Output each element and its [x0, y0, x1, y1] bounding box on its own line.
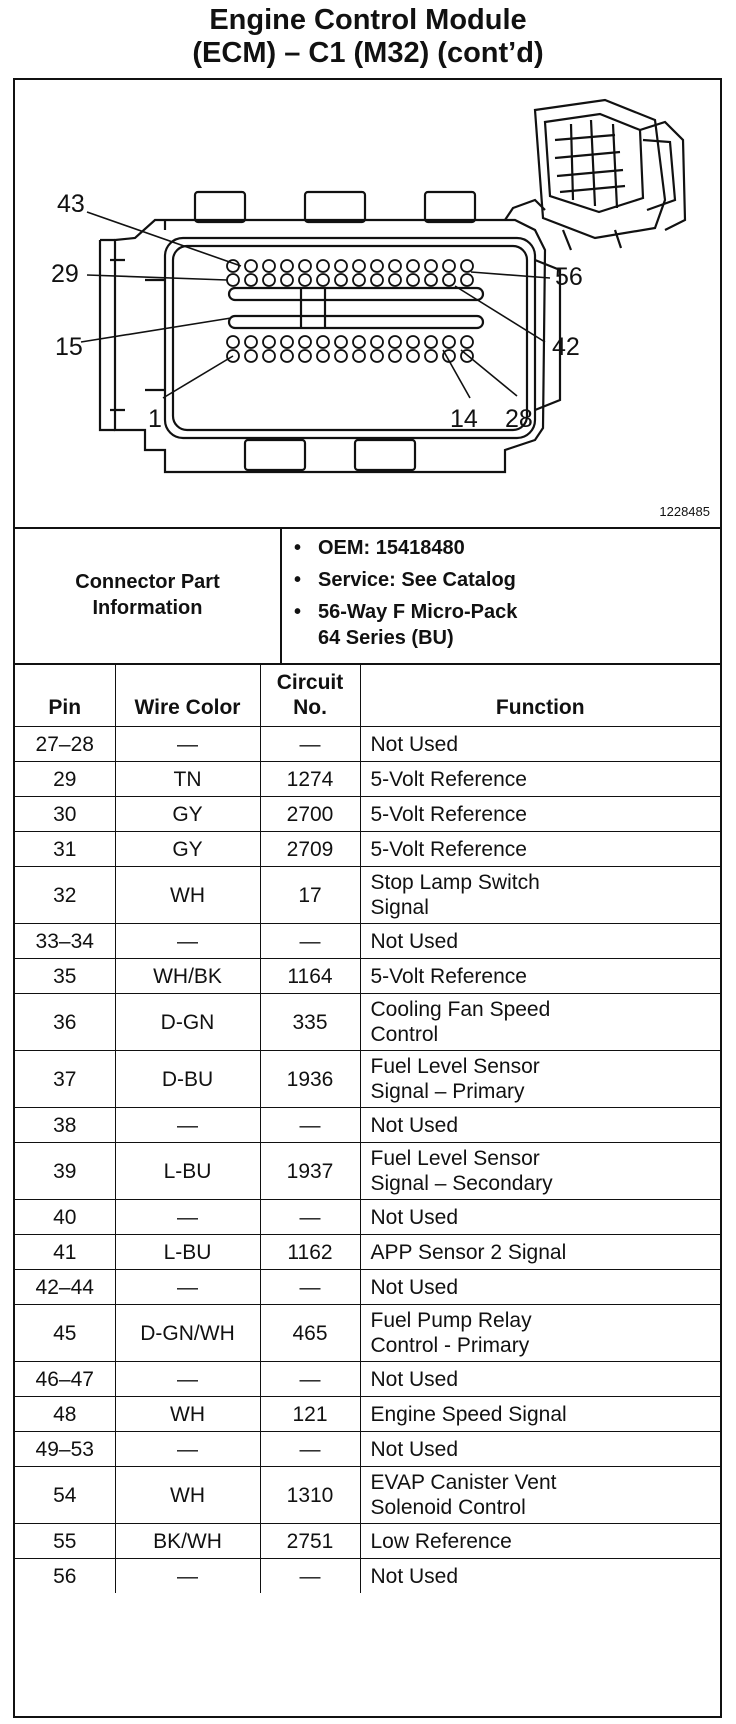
table-row	[15, 1270, 720, 1305]
table-row	[15, 1467, 720, 1524]
cell-function: Not Used	[360, 1362, 720, 1397]
cell-function: APP Sensor 2 Signal	[360, 1235, 720, 1270]
table-row	[15, 1559, 720, 1594]
cell-pin: 41	[15, 1235, 115, 1270]
header-function: Function	[360, 664, 720, 727]
cell-pin: 42–44	[15, 1270, 115, 1305]
table-row	[15, 1200, 720, 1235]
table-row	[15, 1051, 720, 1108]
cell-pin: 55	[15, 1524, 115, 1559]
cell-circuit: 1162	[260, 1235, 360, 1270]
connector-info-heading-line-2: Information	[92, 597, 203, 619]
connector-description: 56-Way F Micro-Pack 64 Series (BU)	[318, 601, 518, 649]
bullet-icon: •	[294, 569, 302, 591]
cell-wire-color: WH	[115, 1397, 260, 1432]
pin-label-42: 42	[552, 333, 580, 361]
pin-label-43: 43	[57, 190, 85, 218]
cell-function: 5-Volt Reference	[360, 762, 720, 797]
bullet-icon: •	[294, 601, 302, 623]
cell-function: Not Used	[360, 1108, 720, 1143]
connector-illustration	[15, 80, 720, 529]
pin-label-28: 28	[505, 405, 533, 433]
cell-circuit: —	[260, 1559, 360, 1594]
cell-wire-color: —	[115, 1108, 260, 1143]
table-row	[15, 1524, 720, 1559]
connector-info-heading-line-1: Connector Part	[75, 571, 220, 593]
cell-wire-color: D-GN/WH	[115, 1305, 260, 1362]
cell-circuit: —	[260, 1108, 360, 1143]
table-row	[15, 1305, 720, 1362]
table-body	[15, 727, 720, 1594]
cell-pin: 33–34	[15, 924, 115, 959]
table-row	[15, 1108, 720, 1143]
pin-label-56: 56	[555, 263, 583, 291]
cell-wire-color: L-BU	[115, 1143, 260, 1200]
pin-label-1: 1	[148, 405, 162, 433]
cell-pin: 46–47	[15, 1362, 115, 1397]
title-line-1: Engine Control Module	[209, 4, 527, 36]
header-circuit: Circuit No.	[260, 664, 360, 727]
cell-circuit: 2700	[260, 797, 360, 832]
cell-pin: 48	[15, 1397, 115, 1432]
connector-face	[100, 192, 560, 472]
bullet-icon: •	[294, 537, 302, 559]
table-row	[15, 727, 720, 762]
connector-sheet	[13, 78, 722, 1718]
cell-function: 5-Volt Reference	[360, 797, 720, 832]
cell-pin: 31	[15, 832, 115, 867]
cell-pin: 38	[15, 1108, 115, 1143]
cell-wire-color: —	[115, 1270, 260, 1305]
pin-label-15: 15	[55, 333, 83, 361]
connector-info-item	[294, 599, 720, 651]
cell-wire-color: —	[115, 1432, 260, 1467]
cell-circuit: —	[260, 924, 360, 959]
table-row	[15, 924, 720, 959]
cell-circuit: —	[260, 727, 360, 762]
cell-wire-color: —	[115, 1200, 260, 1235]
cell-function: Engine Speed Signal	[360, 1397, 720, 1432]
cell-pin: 45	[15, 1305, 115, 1362]
cell-function: Stop Lamp Switch Signal	[360, 867, 720, 924]
cell-circuit: —	[260, 1270, 360, 1305]
cell-wire-color: D-GN	[115, 994, 260, 1051]
cell-wire-color: BK/WH	[115, 1524, 260, 1559]
table-row	[15, 1235, 720, 1270]
header-pin: Pin	[15, 664, 115, 727]
cell-function: Fuel Level Sensor Signal – Secondary	[360, 1143, 720, 1200]
cell-circuit: 121	[260, 1397, 360, 1432]
connector-info-heading	[15, 527, 282, 663]
cell-function: Not Used	[360, 727, 720, 762]
cell-pin: 56	[15, 1559, 115, 1594]
pinout-table	[15, 663, 720, 1593]
connector-info-item	[294, 535, 720, 561]
table-row	[15, 959, 720, 994]
cell-circuit: 335	[260, 994, 360, 1051]
cell-wire-color: WH	[115, 1467, 260, 1524]
cell-pin: 54	[15, 1467, 115, 1524]
cell-function: Cooling Fan Speed Control	[360, 994, 720, 1051]
cell-wire-color: WH	[115, 867, 260, 924]
cell-circuit: 1164	[260, 959, 360, 994]
cell-pin: 40	[15, 1200, 115, 1235]
cell-pin: 27–28	[15, 727, 115, 762]
cell-pin: 36	[15, 994, 115, 1051]
table-row	[15, 797, 720, 832]
cell-circuit: 17	[260, 867, 360, 924]
connector-info-item	[294, 567, 720, 593]
table-row	[15, 994, 720, 1051]
cell-wire-color: D-BU	[115, 1051, 260, 1108]
cell-function: EVAP Canister Vent Solenoid Control	[360, 1467, 720, 1524]
table-row	[15, 867, 720, 924]
cell-wire-color: —	[115, 924, 260, 959]
page-title	[0, 4, 736, 70]
cell-wire-color: WH/BK	[115, 959, 260, 994]
cell-pin: 35	[15, 959, 115, 994]
cell-function: Not Used	[360, 924, 720, 959]
oem-number: OEM: 15418480	[318, 537, 465, 559]
service-info: Service: See Catalog	[318, 569, 516, 591]
cell-function: Fuel Level Sensor Signal – Primary	[360, 1051, 720, 1108]
cell-function: Low Reference	[360, 1524, 720, 1559]
title-line-2: (ECM) – C1 (M32) (cont’d)	[192, 37, 544, 69]
table-row	[15, 832, 720, 867]
cell-circuit: 2709	[260, 832, 360, 867]
leader-lines	[81, 212, 550, 398]
cell-function: Not Used	[360, 1270, 720, 1305]
cell-wire-color: —	[115, 727, 260, 762]
cell-pin: 32	[15, 867, 115, 924]
connector-info-list	[282, 527, 720, 663]
connector-perspective-view	[535, 100, 685, 250]
header-wire-color: Wire Color	[115, 664, 260, 727]
table-row	[15, 1432, 720, 1467]
cell-function: Not Used	[360, 1200, 720, 1235]
cell-circuit: 1274	[260, 762, 360, 797]
cell-pin: 30	[15, 797, 115, 832]
cell-circuit: 1310	[260, 1467, 360, 1524]
table-header-row	[15, 664, 720, 727]
cell-circuit: 1936	[260, 1051, 360, 1108]
connector-info	[15, 527, 720, 665]
cell-circuit: —	[260, 1200, 360, 1235]
cell-wire-color: L-BU	[115, 1235, 260, 1270]
table-row	[15, 1362, 720, 1397]
connector-drawing	[15, 80, 720, 527]
cell-wire-color: —	[115, 1559, 260, 1594]
cell-pin: 39	[15, 1143, 115, 1200]
cell-circuit: —	[260, 1362, 360, 1397]
cell-pin: 37	[15, 1051, 115, 1108]
cell-circuit: —	[260, 1432, 360, 1467]
pin-cavities	[227, 260, 473, 362]
cell-wire-color: GY	[115, 832, 260, 867]
figure-code: 1228485	[659, 504, 710, 519]
cell-function: 5-Volt Reference	[360, 832, 720, 867]
cell-circuit: 465	[260, 1305, 360, 1362]
cell-pin: 29	[15, 762, 115, 797]
table-row	[15, 762, 720, 797]
cell-function: Not Used	[360, 1559, 720, 1594]
cell-function: 5-Volt Reference	[360, 959, 720, 994]
cell-circuit: 1937	[260, 1143, 360, 1200]
cell-wire-color: —	[115, 1362, 260, 1397]
table-row	[15, 1143, 720, 1200]
cell-pin: 49–53	[15, 1432, 115, 1467]
pin-label-29: 29	[51, 260, 79, 288]
pin-label-14: 14	[450, 405, 478, 433]
cell-circuit: 2751	[260, 1524, 360, 1559]
cell-function: Fuel Pump Relay Control - Primary	[360, 1305, 720, 1362]
cell-wire-color: TN	[115, 762, 260, 797]
cell-function: Not Used	[360, 1432, 720, 1467]
cell-wire-color: GY	[115, 797, 260, 832]
table-row	[15, 1397, 720, 1432]
